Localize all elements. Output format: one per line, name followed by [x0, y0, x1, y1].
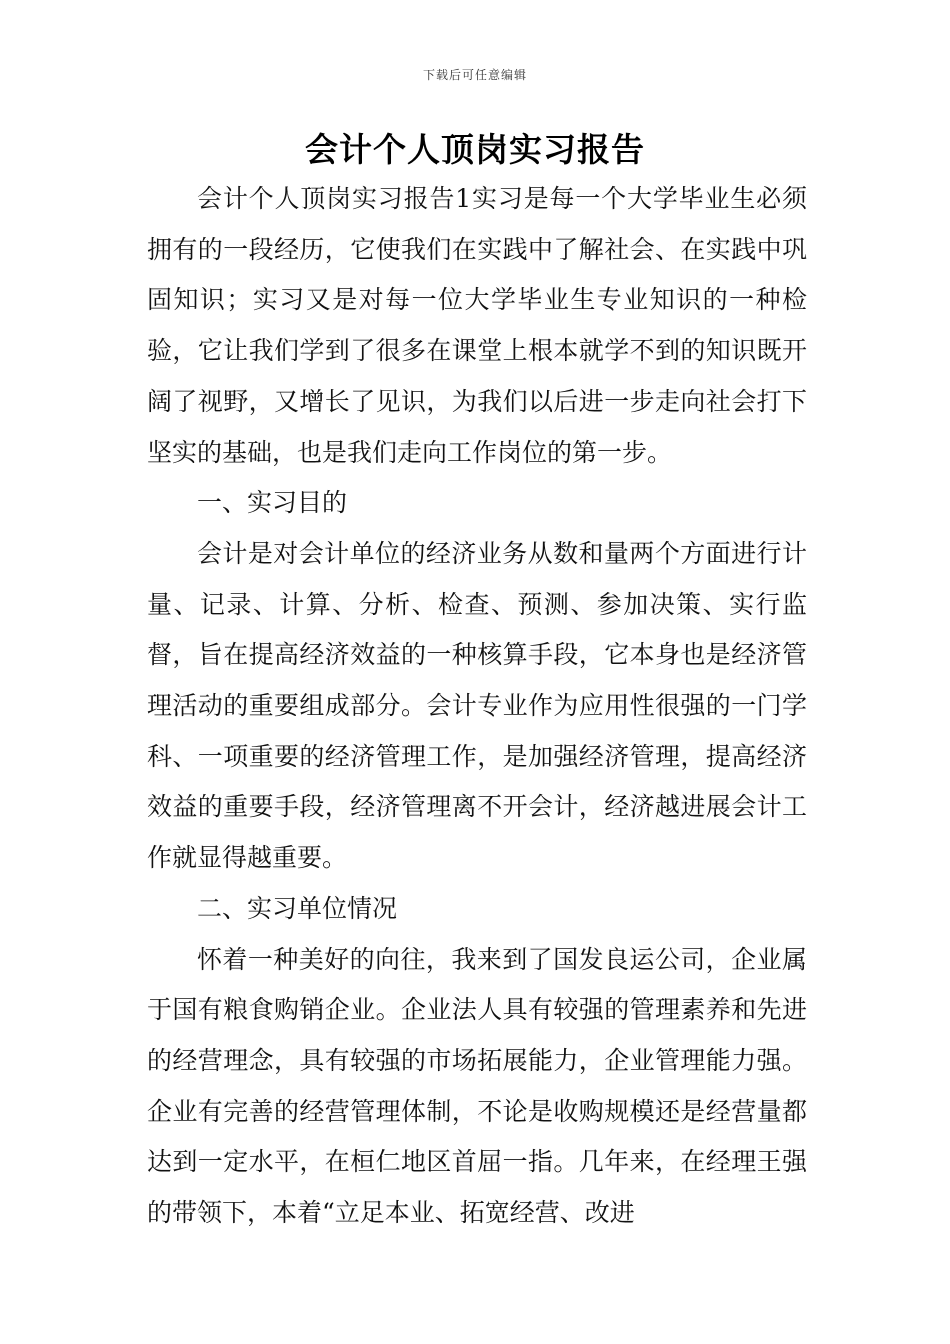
section-heading-unit: 二、实习单位情况 — [197, 893, 398, 923]
document-title: 会计个人顶岗实习报告 — [305, 130, 645, 169]
header-note: 下载后可任意编辑 — [422, 68, 527, 82]
paragraph-unit: 怀着一种美好的向往，我来到了国发良运公司，企业属于国有粮食购销企业。企业法人具有较强的管理素养和先进的经营理念，具有较强的市场拓展能力，企业管理能力强。企业有完善的经营管理体制，不论是收购规模还是经营量都达到一定水平，在桓仁地区首屈一指。几年来，在经理王强的带领下，本着“立足本业、拓宽经营、改进 — [147, 944, 807, 1228]
paragraph-intro: 会计个人顶岗实习报告1实习是每一个大学毕业生必须拥有的一段经历，它使我们在实践中了解社会、在实践中巩固知识；实习又是对每一位大学毕业生专业知识的一种检验，它让我们学到了很多在课堂上根本就学不到的知识既开阔了视野，又增长了见识，为我们以后进一步走向社会打下坚实的基础，也是我们走向工作岗位的第一步。 — [147, 184, 807, 467]
section-heading-purpose: 一、实习目的 — [197, 488, 348, 518]
document-body — [147, 174, 807, 1239]
paragraph-purpose: 会计是对会计单位的经济业务从数和量两个方面进行计量、记录、计算、分析、检查、预测、参加决策、实行监督，旨在提高经济效益的一种核算手段，它本身也是经济管理活动的重要组成部分。会计专业作为应用性很强的一门学科、一项重要的经济管理工作，是加强经济管理，提高经济效益的重要手段，经济管理离不开会计，经济越进展会计工作就显得越重要。 — [147, 538, 807, 873]
